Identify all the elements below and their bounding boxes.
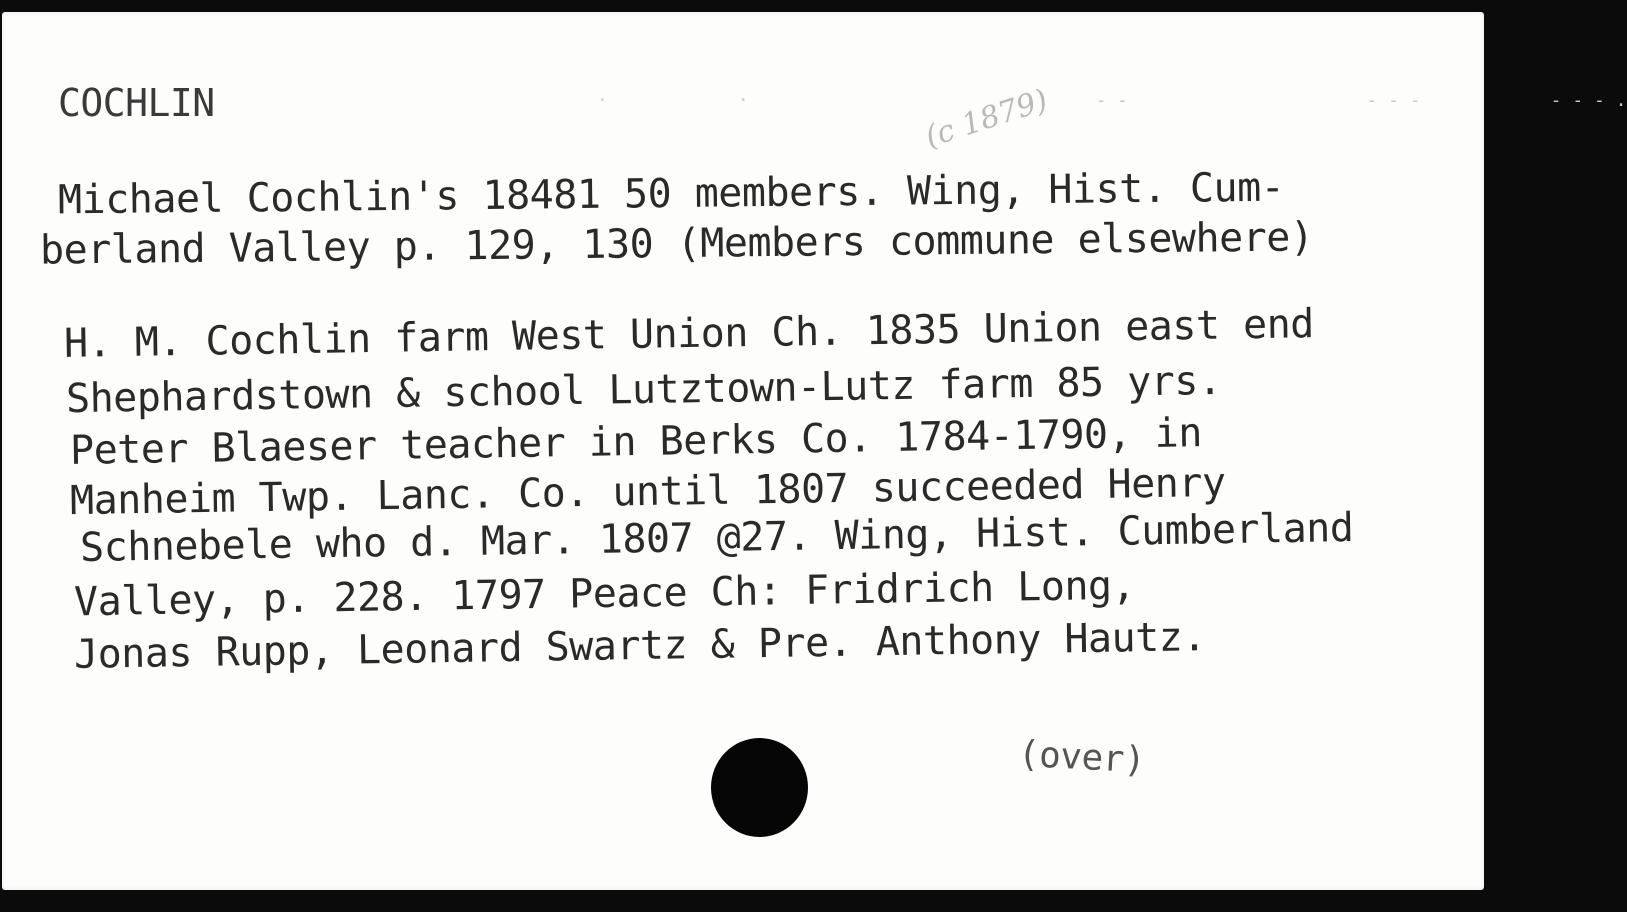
card-heading: COCHLIN	[58, 81, 215, 125]
paragraph2-line-2: Shephardstown & school Lutztown-Lutz farm 85 yrs.	[65, 357, 1222, 423]
over-note: (over)	[1017, 733, 1147, 782]
paragraph2-line-5: Schnebele who d. Mar. 1807 @27. Wing, Hist. Cumberland	[79, 505, 1354, 571]
paragraph2-line-1: H. M. Cochlin farm West Union Ch. 1835 Union east end	[63, 301, 1315, 367]
punch-hole	[711, 738, 808, 837]
paragraph2-line-7: Jonas Rupp, Leonard Swartz & Pre. Anthony Hautz.	[73, 614, 1207, 678]
paragraph2-line-6: Valley, p. 228. 1797 Peace Ch: Fridrich Long,	[73, 562, 1136, 626]
paragraph1-line-2: berland Valley p. 129, 130 (Members commune elsewhere)	[39, 214, 1314, 274]
paragraph2-line-3: Peter Blaeser teacher in Berks Co. 1784-1790, in	[69, 410, 1203, 474]
pencil-margin-annotation: (c 1879)	[921, 82, 1052, 155]
paragraph2-line-4: Manheim Twp. Lanc. Co. until 1807 succeeded Henry	[69, 459, 1226, 525]
faint-dot-marks: · · - - - - - - - - .	[597, 90, 1627, 111]
paragraph1-line-1: Michael Cochlin's 18481 50 members. Wing, Hist. Cum-	[57, 164, 1285, 224]
